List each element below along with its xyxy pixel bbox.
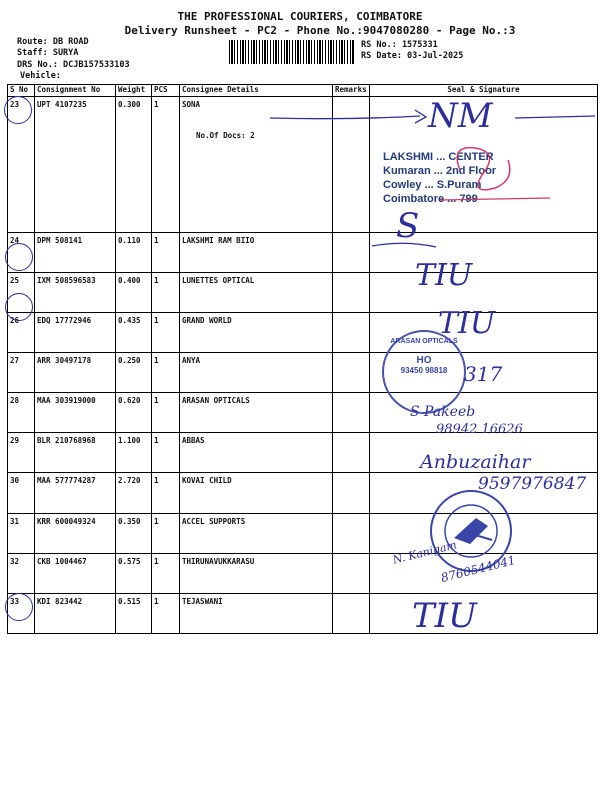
weight-cell — [116, 513, 152, 553]
sno-cell — [8, 393, 35, 433]
consignee-text: THIRUNAVUKKARASU — [182, 556, 255, 566]
sno-text: 30 — [10, 476, 20, 486]
consignee-cell — [180, 313, 333, 353]
signature-row25-underline — [370, 238, 440, 252]
signature-row29-phone: 98942 16626 — [436, 422, 523, 437]
signature-row25: S — [396, 206, 420, 246]
consignee-text: ARASAN OPTICALS — [182, 396, 250, 406]
sno-text: 27 — [10, 356, 20, 366]
weight-cell — [116, 353, 152, 393]
weight-cell — [116, 593, 152, 633]
weight-text: 0.515 — [118, 596, 141, 606]
consignee-text: GRAND WORLD — [182, 316, 232, 325]
weight-cell — [116, 433, 152, 473]
vehicle-label: Vehicle: — [20, 71, 61, 81]
col-consignee: Consignee Details — [180, 85, 333, 97]
weight-cell — [116, 97, 152, 233]
pcs-cell — [152, 513, 180, 553]
weight-text: 0.575 — [118, 556, 141, 566]
remarks-cell — [333, 433, 370, 473]
consignee-text: KOVAI CHILD — [182, 476, 232, 486]
consignment-cell — [35, 593, 116, 633]
table-header-row — [8, 85, 598, 97]
pcs-cell — [152, 353, 180, 393]
sno-text: 26 — [10, 316, 20, 325]
consignee-cell — [180, 433, 333, 473]
consignment-text: KRR 600049324 — [37, 516, 96, 526]
remarks-cell — [333, 513, 370, 553]
consignment-text: KDI 823442 — [37, 596, 83, 606]
signature-row29-name: S Pakeeb — [410, 404, 476, 420]
rs-number: RS No.: 1575331 — [361, 40, 438, 50]
lakshmi-stamp-line2: Kumaran ... 2nd Floor — [383, 165, 497, 177]
consignment-text: DPM 508141 — [37, 235, 83, 245]
table-row — [8, 593, 598, 633]
row-circle-27 — [5, 293, 33, 321]
col-pcs: PCS — [152, 85, 180, 97]
docs-count: No.Of Docs: 2 — [196, 131, 255, 140]
col-remarks: Remarks — [333, 85, 370, 97]
arasan-seal-phone: 93450 98818 — [400, 366, 448, 375]
row-circle-26 — [5, 243, 33, 271]
consignee-text: ANYA — [182, 356, 201, 366]
sno-text: 32 — [10, 556, 20, 566]
consignment-text: IXM 508596583 — [37, 275, 96, 285]
col-weight: Weight — [116, 85, 152, 97]
consignment-text: UPT 4107235 — [37, 100, 87, 109]
sno-text: 29 — [10, 436, 20, 446]
consignment-cell — [35, 433, 116, 473]
consignee-cell — [180, 232, 333, 272]
weight-text: 0.350 — [118, 516, 141, 526]
lakshmi-stamp-line3: Cowley ... S.Puram — [383, 179, 482, 191]
red-pen-scribble — [420, 140, 560, 210]
sno-cell — [8, 353, 35, 393]
weight-text: 0.435 — [118, 316, 141, 325]
consignment-text: EDQ 17772946 — [37, 316, 92, 325]
pcs-text: 1 — [154, 476, 159, 486]
consignment-cell — [35, 513, 116, 553]
pcs-cell — [152, 393, 180, 433]
consignment-text: MAA 303919000 — [37, 396, 96, 406]
consignment-cell — [35, 313, 116, 353]
weight-cell — [116, 553, 152, 593]
weight-text: 1.100 — [118, 436, 141, 446]
runsheet-subtitle: Delivery Runsheet - PC2 - Phone No.:9047080280 - Page No.:3 — [124, 24, 516, 37]
col-seal-signature: Seal & Signature — [370, 85, 598, 97]
remarks-cell — [333, 593, 370, 633]
weight-cell — [116, 473, 152, 513]
consignee-text: SONA — [182, 100, 201, 109]
pcs-cell — [152, 313, 180, 353]
consignee-cell — [180, 473, 333, 513]
remarks-cell — [333, 553, 370, 593]
pcs-text: 1 — [154, 556, 159, 566]
consignee-text: ABBAS — [182, 436, 205, 446]
pcs-text: 1 — [154, 316, 159, 325]
remarks-cell — [333, 473, 370, 513]
route-label: Route: DB ROAD — [17, 37, 89, 47]
col-consignment: Consignment No — [35, 85, 116, 97]
pcs-text: 1 — [154, 275, 159, 285]
consignee-cell — [180, 353, 333, 393]
consignee-cell — [180, 393, 333, 433]
pcs-text: 1 — [154, 356, 159, 366]
sno-text: 24 — [10, 235, 20, 245]
consignment-text: ARR 30497178 — [37, 356, 92, 366]
sno-text: 28 — [10, 396, 20, 406]
signature-row30-phone: 9597976847 — [478, 474, 587, 494]
pcs-cell — [152, 433, 180, 473]
consignment-cell — [35, 553, 116, 593]
consignee-cell — [180, 272, 333, 312]
lakshmi-stamp-line1: LAKSHMI ... CENTER — [383, 151, 494, 163]
remarks-cell — [333, 353, 370, 393]
sno-cell — [8, 433, 35, 473]
consignee-cell — [180, 593, 333, 633]
weight-text: 0.110 — [118, 235, 141, 245]
consignee-cell — [180, 513, 333, 553]
consignment-cell — [35, 232, 116, 272]
weight-cell — [116, 393, 152, 433]
seal-signature-cell — [370, 593, 598, 633]
pcs-text: 1 — [154, 100, 159, 109]
remarks-cell — [333, 393, 370, 433]
pcs-cell — [152, 553, 180, 593]
row-circle-33 — [5, 593, 33, 621]
sno-cell — [8, 473, 35, 513]
consignment-cell — [35, 272, 116, 312]
signature-row32-name: N. Kanigam — [391, 538, 458, 567]
signature-row28: 317 — [464, 362, 503, 386]
barcode — [229, 40, 354, 64]
remarks-cell — [333, 232, 370, 272]
weight-text: 0.620 — [118, 396, 141, 406]
arasan-seal-ring-text: ARASAN OPTICALS — [390, 338, 458, 345]
table-row — [8, 272, 598, 312]
signature-row30-name: Anbuzaihar — [420, 451, 531, 473]
consignee-text: TEJASWANI — [182, 596, 223, 606]
row-circle-23 — [4, 96, 32, 124]
consignee-cell — [180, 553, 333, 593]
pcs-cell — [152, 232, 180, 272]
pcs-text: 1 — [154, 516, 159, 526]
signature-row23: NM — [428, 96, 493, 136]
signature-row32-phone: 8760544041 — [439, 552, 517, 586]
consignee-text: LUNETTES OPTICAL — [182, 275, 255, 285]
pcs-cell — [152, 473, 180, 513]
sno-text: 33 — [10, 596, 20, 606]
pcs-text: 1 — [154, 235, 159, 245]
sno-text: 31 — [10, 516, 20, 526]
consignment-cell — [35, 473, 116, 513]
weight-text: 0.300 — [118, 100, 141, 109]
rs-date: RS Date: 03-Jul-2025 — [361, 51, 464, 61]
sno-text: 25 — [10, 275, 20, 285]
weight-cell — [116, 232, 152, 272]
consignment-cell — [35, 97, 116, 233]
consignment-text: BLR 210768968 — [37, 436, 96, 446]
signature-row33: TIU — [412, 596, 477, 636]
table-row — [8, 313, 598, 353]
weight-text: 0.250 — [118, 356, 141, 366]
pcs-text: 1 — [154, 436, 159, 446]
signature-row26: TIU — [415, 258, 473, 293]
pcs-cell — [152, 593, 180, 633]
pcs-cell — [152, 97, 180, 233]
consignee-text: LAKSHMI RAM BIIO — [182, 235, 255, 245]
pcs-text: 1 — [154, 396, 159, 406]
weight-text: 2.720 — [118, 476, 141, 486]
weight-cell — [116, 313, 152, 353]
sno-cell — [8, 513, 35, 553]
arasan-seal-ho: HO — [416, 355, 432, 366]
pcs-text: 1 — [154, 596, 159, 606]
consignment-text: CKB 1004467 — [37, 556, 87, 566]
remarks-cell — [333, 272, 370, 312]
consignee-text: ACCEL SUPPORTS — [182, 516, 246, 526]
col-sno: S No — [8, 85, 35, 97]
table-row — [8, 232, 598, 272]
lakshmi-stamp-line4: Coimbatore ... 799 — [383, 193, 478, 205]
remarks-cell — [333, 313, 370, 353]
signature-row27: TIU — [438, 306, 496, 341]
consignment-cell — [35, 393, 116, 433]
pcs-cell — [152, 272, 180, 312]
staff-label: Staff: SURYA — [17, 48, 79, 58]
company-title: THE PROFESSIONAL COURIERS, COIMBATORE — [177, 10, 423, 23]
consignment-text: MAA 577774287 — [37, 476, 96, 486]
weight-cell — [116, 272, 152, 312]
drs-label: DRS No.: DCJB157533103 — [17, 60, 130, 70]
sno-text: 23 — [10, 100, 20, 109]
consignment-cell — [35, 353, 116, 393]
table-row — [8, 353, 598, 393]
weight-text: 0.400 — [118, 275, 141, 285]
arasan-opticals-seal — [382, 330, 466, 414]
sno-cell — [8, 553, 35, 593]
